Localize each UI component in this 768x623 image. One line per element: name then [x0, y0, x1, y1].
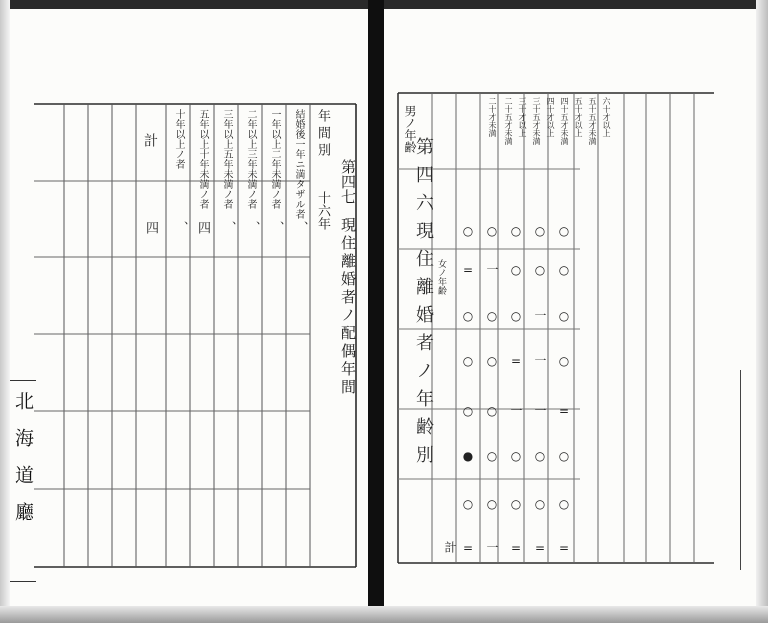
- page-edge-left: [0, 0, 10, 623]
- age-label-5: 四十才以上: [546, 97, 555, 137]
- mark-r8-c4: =: [533, 541, 547, 555]
- mark-r7-c5: ○: [557, 497, 571, 511]
- age-label-1: 六十才以上: [602, 97, 611, 137]
- row-label-1: 結婚後一年ニ満タザル者: [293, 109, 304, 219]
- age-label-8: 二十五才未満: [504, 97, 513, 145]
- mark-r6-c3: ○: [509, 449, 523, 463]
- mark-r8-c3: =: [509, 541, 523, 555]
- left-page: [10, 9, 368, 606]
- mark-r4-c3: =: [509, 354, 523, 368]
- row-value-6: 、: [175, 221, 189, 233]
- mark-r2-c5: ○: [557, 263, 571, 277]
- mark-r2-c1: =: [461, 263, 475, 277]
- scan-top-border: [0, 0, 768, 9]
- mark-r1-c1: ○: [461, 224, 475, 238]
- mark-r4-c2: ○: [485, 354, 499, 368]
- header-fragment-female: 女ノ年齢: [436, 259, 446, 295]
- row-label-6: 十年以上ノ者: [173, 109, 184, 169]
- total-value: 四: [143, 221, 158, 234]
- mark-r7-c1: ○: [461, 497, 475, 511]
- mark-r1-c2: ○: [485, 224, 499, 238]
- row-value-2: 、: [271, 221, 285, 233]
- mark-r1-c3: ○: [509, 224, 523, 238]
- mark-r5-c4: 一: [533, 404, 547, 416]
- header-fragment-male: 男ノ年齢: [403, 105, 417, 153]
- row-label-2: 一年以上二年未満ノ者: [269, 109, 280, 209]
- row-value-4: 、: [223, 221, 237, 233]
- right-page: [384, 9, 756, 606]
- right-table-grid: [384, 9, 756, 606]
- table-47-number: 第四七: [339, 159, 357, 204]
- mark-r2-c2: 一: [485, 263, 499, 275]
- row-value-5: 四: [195, 221, 210, 234]
- right-margin-bracket: [740, 370, 755, 570]
- mark-r7-c2: ○: [485, 497, 499, 511]
- right-total-label: 計: [443, 541, 457, 553]
- right-column-lines: [432, 93, 694, 563]
- left-table-grid: [10, 9, 368, 606]
- mark-r5-c1: ○: [461, 404, 475, 418]
- scan-bottom-border: [0, 606, 768, 623]
- mark-r3-c2: ○: [485, 309, 499, 323]
- book-spine: [368, 0, 384, 623]
- mark-r1-c4: ○: [533, 224, 547, 238]
- mark-r3-c3: ○: [509, 309, 523, 323]
- table-46-title: 現住離婚者ノ年齢別: [413, 221, 434, 473]
- total-label: 計: [142, 133, 158, 147]
- mark-r6-c2: ○: [485, 449, 499, 463]
- mark-r8-c2: 一: [485, 541, 499, 553]
- age-label-9: 二十才未満: [488, 97, 497, 137]
- mark-r1-c5: ○: [557, 224, 571, 238]
- column-value-header: 十六年: [315, 191, 330, 230]
- age-label-7: 三十才以上: [518, 97, 527, 137]
- mark-r3-c1: ○: [461, 309, 475, 323]
- mark-r2-c4: ○: [533, 263, 547, 277]
- row-label-3: 二年以上三年未満ノ者: [245, 109, 256, 209]
- mark-r7-c3: ○: [509, 497, 523, 511]
- margin-strip: [10, 380, 36, 582]
- age-label-3: 五十才以上: [574, 97, 583, 137]
- mark-r6-c5: ○: [557, 449, 571, 463]
- mark-r3-c5: ○: [557, 309, 571, 323]
- age-label-6: 三十五才未満: [532, 97, 541, 145]
- mark-r8-c5: =: [557, 541, 571, 555]
- row-value-1: 、: [295, 221, 309, 233]
- mark-r6-c1: ●: [461, 449, 475, 463]
- mark-r2-c3: ○: [509, 263, 523, 277]
- mark-r4-c5: ○: [557, 354, 571, 368]
- mark-r7-c4: ○: [533, 497, 547, 511]
- mark-r5-c5: =: [557, 404, 571, 418]
- page-edge-right: [756, 0, 768, 623]
- column-header-label: 年間別: [315, 109, 330, 160]
- left-row-lines: [34, 181, 310, 489]
- mark-r5-c3: 一: [509, 404, 523, 416]
- age-label-2: 五十五才未満: [588, 97, 597, 145]
- mark-r3-c4: 一: [533, 309, 547, 321]
- mark-r5-c2: ○: [485, 404, 499, 418]
- mark-r8-c1: =: [461, 541, 475, 555]
- table-46-number: 第四六: [413, 137, 434, 221]
- margin-office-label: 北海道廳: [12, 391, 34, 539]
- row-label-4: 三年以上五年未満ノ者: [221, 109, 232, 209]
- mark-r6-c4: ○: [533, 449, 547, 463]
- table-47-title: 現住離婚者ノ配偶年間: [339, 217, 357, 397]
- age-label-4: 四十五才未満: [560, 97, 569, 145]
- mark-r4-c1: ○: [461, 354, 475, 368]
- mark-r4-c4: 一: [533, 354, 547, 366]
- row-value-3: 、: [247, 221, 261, 233]
- row-label-5: 五年以上十年未満ノ者: [197, 109, 208, 209]
